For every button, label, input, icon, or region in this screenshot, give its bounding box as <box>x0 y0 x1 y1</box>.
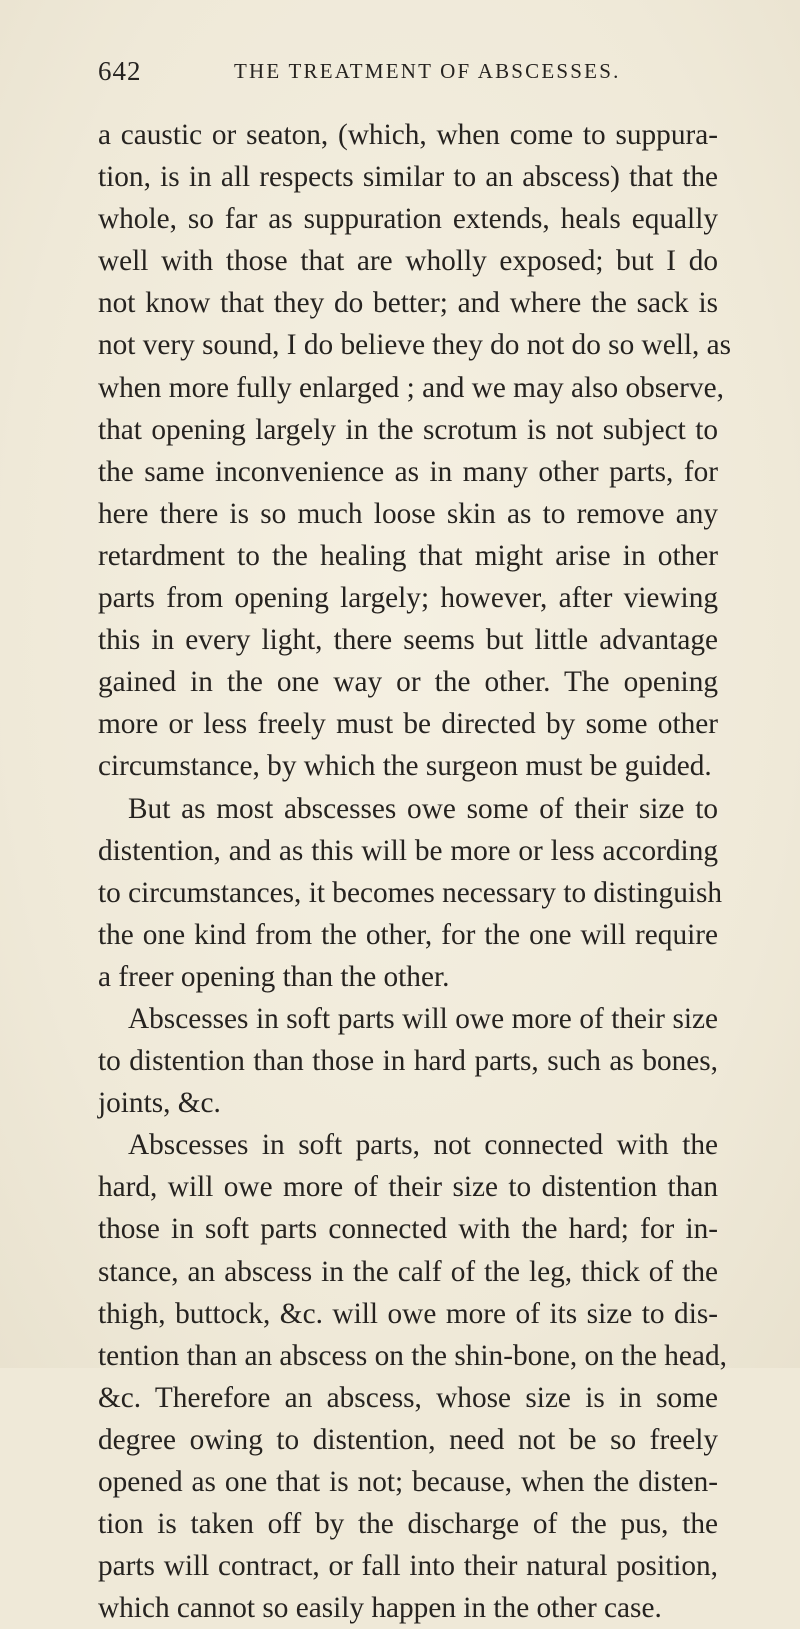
page-number: 642 <box>98 56 142 86</box>
text-line: tention than an abscess on the shin-bone, on the head, <box>98 1339 727 1372</box>
text-line: But as most abscesses owe some of their size to <box>128 792 718 825</box>
text-line: that opening largely in the scrotum is not subject to <box>98 413 718 446</box>
text-line: the one kind from the other, for the one will require <box>98 918 718 951</box>
text-line: thigh, buttock, &c. will owe more of its size to dis- <box>98 1297 718 1330</box>
text-line: tion, is in all respects similar to an abscess) that the <box>98 161 718 194</box>
text-line: to distention than those in hard parts, such as bones, <box>98 1045 718 1078</box>
text-line: which cannot so easily happen in the other case. <box>98 1592 662 1625</box>
text-line: &c. Therefore an abscess, whose size is in some <box>98 1381 718 1414</box>
text-line: gained in the one way or the other. The opening <box>98 666 718 699</box>
text-line: opened as one that is not; because, when the disten- <box>98 1466 718 1498</box>
text-line: whole, so far as suppuration extends, heals equally <box>98 203 718 236</box>
text-line: a freer opening than the other. <box>98 960 450 993</box>
body-text <box>98 114 732 1629</box>
text-line: distention, and as this will be more or less according <box>98 834 718 867</box>
text-line: degree owing to distention, need not be so freely <box>98 1423 718 1456</box>
text-line: this in every light, there seems but little advantage <box>98 624 718 657</box>
text-line: the same inconvenience as in many other parts, for <box>98 455 718 488</box>
running-head <box>98 56 708 96</box>
text-line: tion is taken off by the discharge of the pus, the <box>98 1508 718 1541</box>
text-line: well with those that are wholly exposed; but I do <box>98 245 718 278</box>
text-line: when more fully enlarged ; and we may also observe, <box>98 371 724 404</box>
text-line: here there is so much loose skin as to remove any <box>98 497 718 530</box>
text-line: not know that they do better; and where the sack is <box>98 287 718 320</box>
text-line: circumstance, by which the surgeon must be guided. <box>98 750 712 783</box>
text-line: hard, will owe more of their size to distention than <box>98 1171 718 1204</box>
text-line: parts will contract, or fall into their natural position, <box>98 1550 718 1583</box>
text-line: Abscesses in soft parts will owe more of their size <box>128 1002 718 1035</box>
text-line: joints, &c. <box>98 1087 221 1120</box>
text-line: a caustic or seaton, (which, when come to suppura- <box>98 119 718 151</box>
text-line: those in soft parts connected with the hard; for in- <box>98 1213 718 1246</box>
text-line: not very sound, I do believe they do not do so well, as <box>98 329 732 362</box>
text-line: more or less freely must be directed by some other <box>98 708 718 741</box>
running-title: THE TREATMENT OF ABSCESSES. <box>234 59 621 83</box>
text-line: parts from opening largely; however, after viewing <box>98 582 718 615</box>
text-line: retardment to the healing that might arise in other <box>98 539 718 572</box>
text-line: to circumstances, it becomes necessary to distinguish <box>98 876 723 909</box>
text-line: Abscesses in soft parts, not connected with the <box>128 1129 718 1162</box>
text-line: stance, an abscess in the calf of the leg, thick of the <box>98 1255 718 1288</box>
